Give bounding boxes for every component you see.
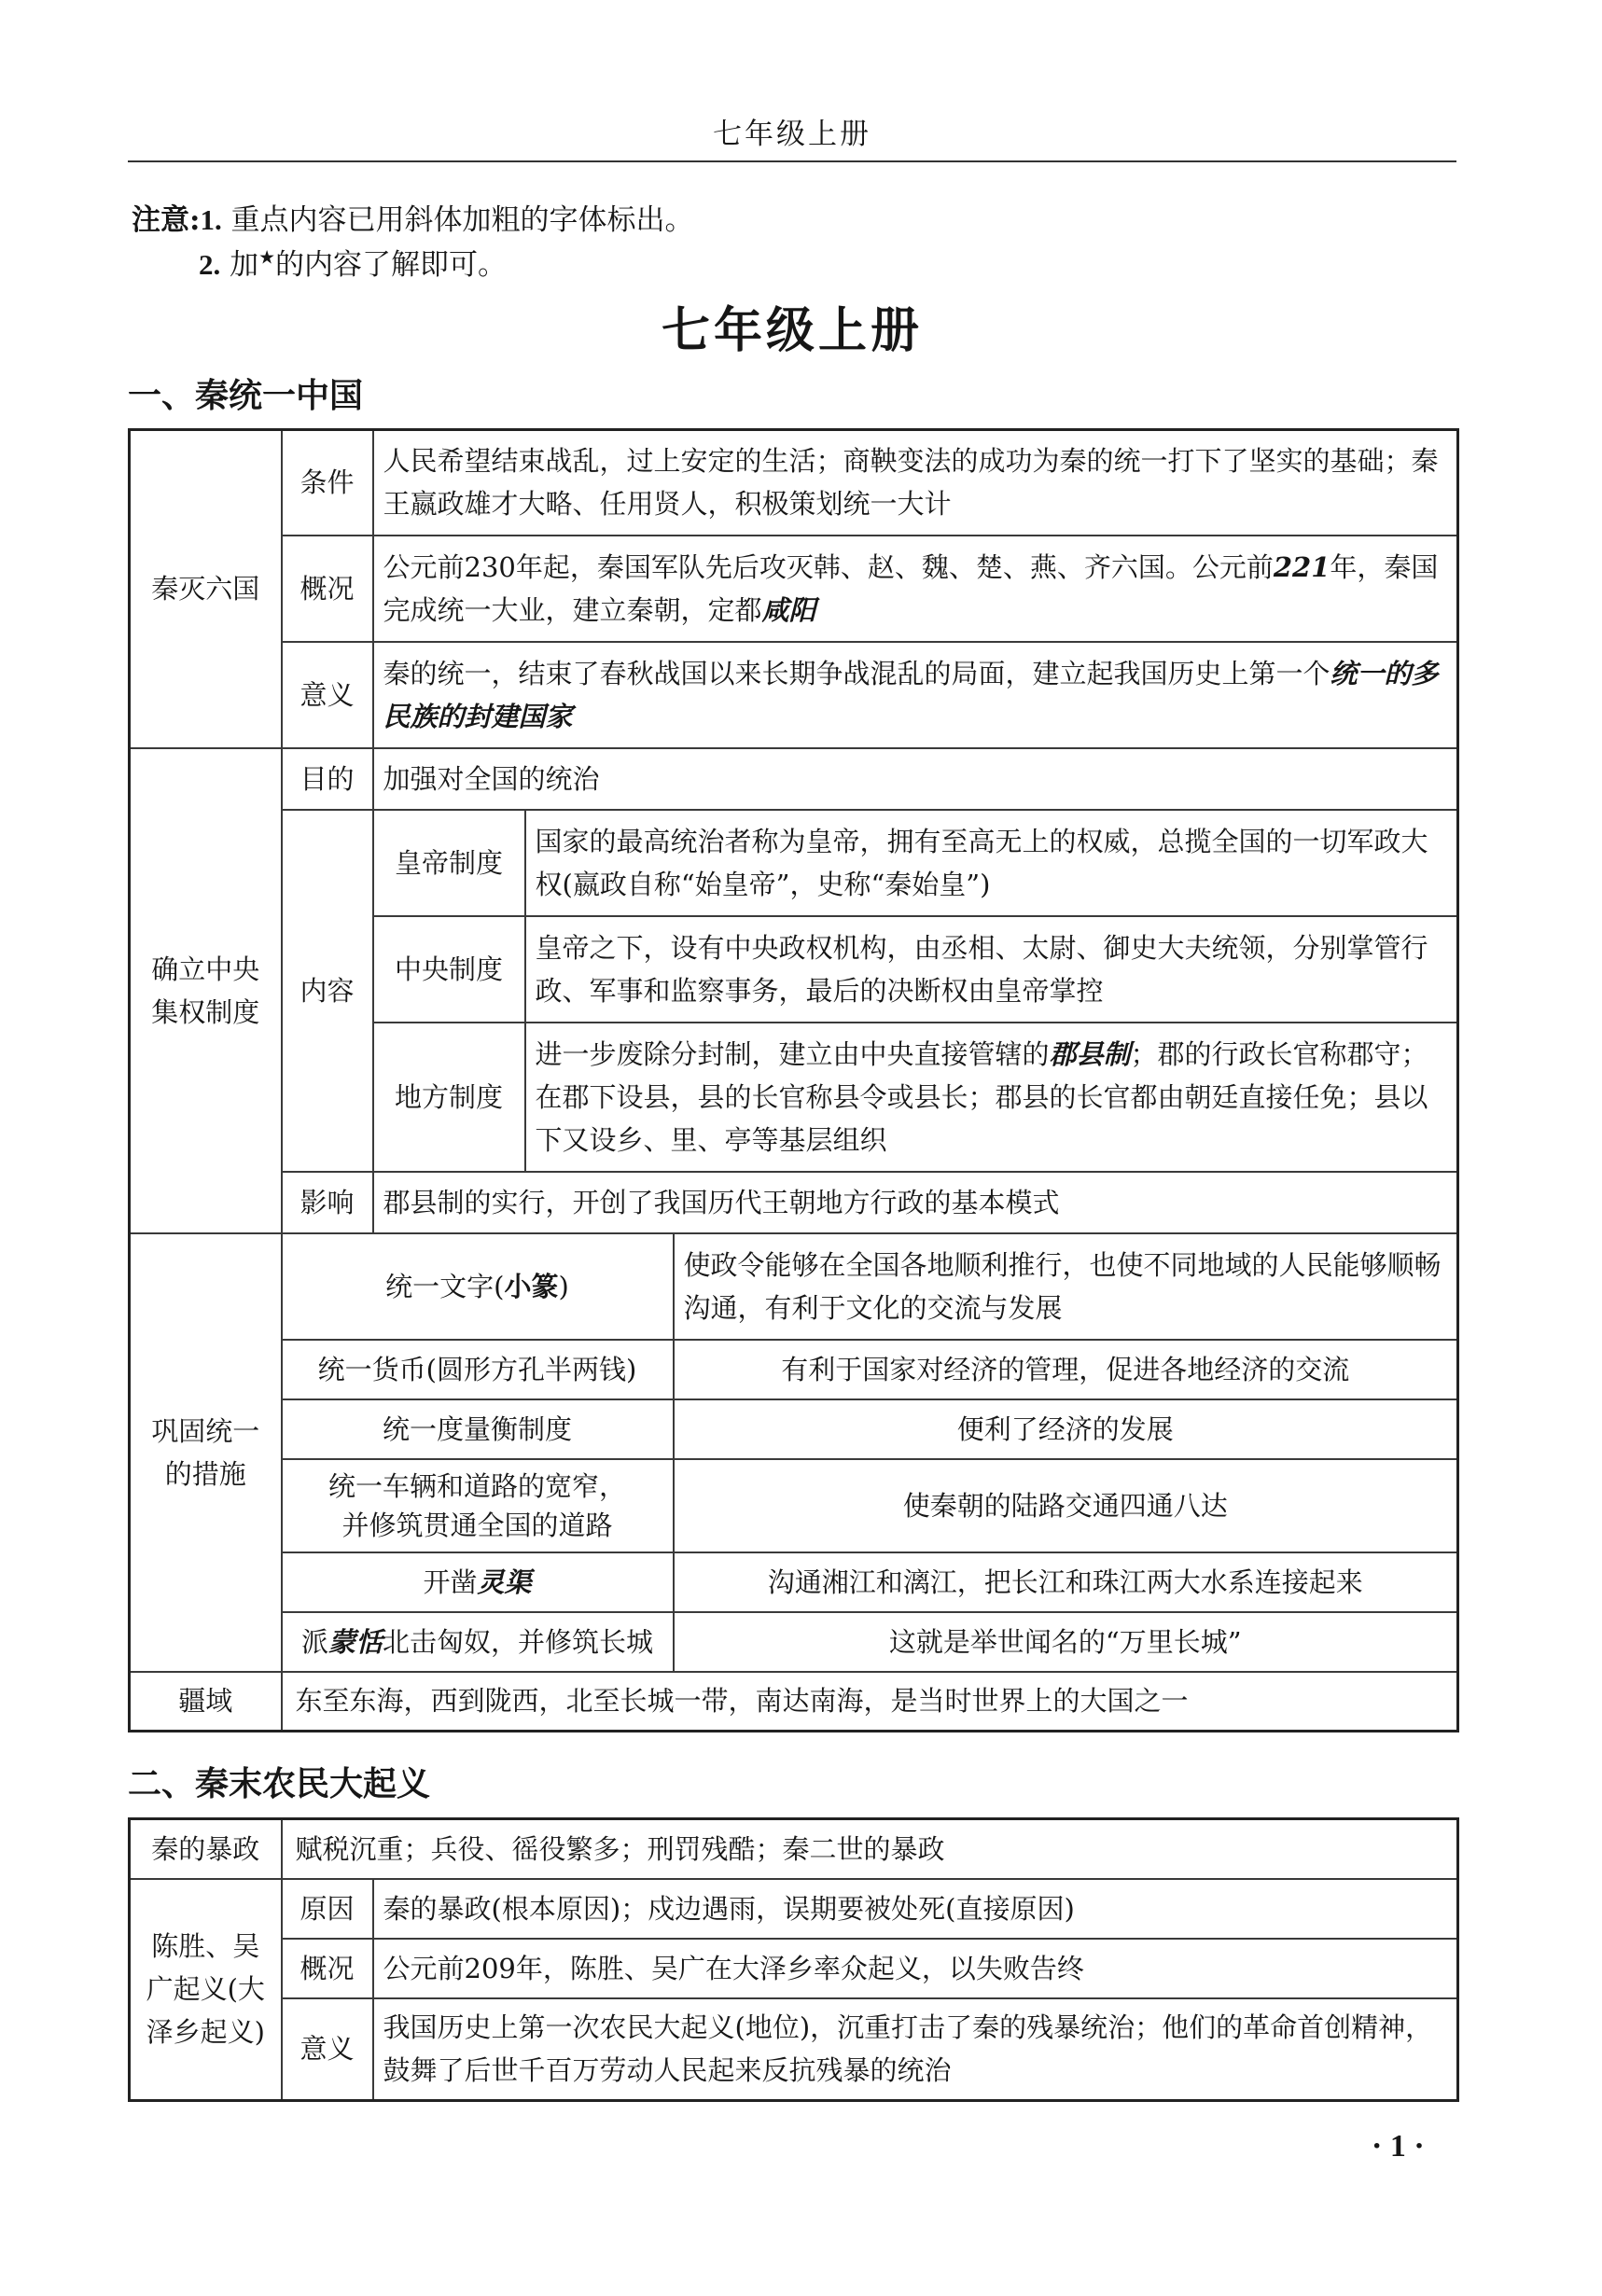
- row-value: 秦的暴政(根本原因)；戍边遇雨，误期要被处死(直接原因): [373, 1879, 1458, 1939]
- measure-text: 统一车辆和道路的宽窄，: [327, 1469, 626, 1502]
- table-row: [130, 1172, 1458, 1233]
- value-text: ；郡的行政长官称郡守；在郡下设县，县的长官称县令或县长；郡县的长官都由朝廷直接任免；县以下又设乡、里、亭等基层组织: [535, 1037, 1428, 1156]
- group-label: 疆域: [130, 1672, 282, 1732]
- measure-effect: 使政令能够在全国各地顺利推行，也使不同地域的人民能够顺畅沟通，有利于文化的交流与发展: [674, 1233, 1458, 1340]
- sub-value: [525, 1023, 1458, 1172]
- main-title: 七年级上册: [661, 303, 923, 359]
- row-value: [373, 536, 1458, 642]
- value-text: 公元前230年起，秦国军队先后攻灭韩、赵、魏、楚、燕、齐六国。公元前: [383, 550, 1274, 583]
- table-row: [130, 1552, 1458, 1612]
- sub-value: 皇帝之下，设有中央政权机构，由丞相、太尉、御史大夫统领，分别掌管行政、军事和监察事务，最后的决断权由皇帝掌控: [525, 916, 1458, 1023]
- note-number-2: 2.: [199, 248, 221, 281]
- table-row: [130, 430, 1458, 536]
- table-row: [130, 1233, 1458, 1340]
- measure: [282, 1233, 674, 1340]
- measure: [282, 1612, 674, 1672]
- note-text-2a: 加: [220, 248, 259, 282]
- sub-key: 皇帝制度: [373, 810, 525, 916]
- table-row: [130, 1939, 1458, 1998]
- measure-text: 北击匈奴，并修筑长城: [383, 1625, 654, 1658]
- row-key: 目的: [282, 748, 373, 810]
- table-row: [130, 1399, 1458, 1459]
- note-label: 注意:: [132, 203, 201, 237]
- measure: [282, 1552, 674, 1612]
- star-icon: ★: [258, 245, 276, 269]
- row-value: 人民希望结束战乱，过上安定的生活；商鞅变法的成功为秦的统一打下了坚实的基础；秦王嬴政雄才大略、任用贤人，积极策划统一大计: [373, 430, 1458, 536]
- value-text: 秦的统一，结束了春秋战国以来长期争战混乱的局面，建立起我国历史上第一个: [383, 657, 1330, 689]
- table-row: [130, 1340, 1458, 1399]
- row-key: 概况: [282, 536, 373, 642]
- table-row: [130, 536, 1458, 642]
- section-2-title: 二、秦末农民大起义: [128, 1765, 431, 1803]
- row-key: 原因: [282, 1879, 373, 1939]
- section-1-table: [128, 428, 1459, 1732]
- measure: 统一度量衡制度: [282, 1399, 674, 1459]
- section-2-table: [128, 1817, 1459, 2102]
- note-text-2b: 的内容了解即可。: [275, 248, 508, 282]
- measure-effect: 沟通湘江和漓江，把长江和珠江两大水系连接起来: [674, 1552, 1458, 1612]
- key-capital: 咸阳: [761, 593, 816, 626]
- row-value: 公元前209年，陈胜、吴广在大泽乡率众起义，以失败告终: [373, 1939, 1458, 1998]
- row-value: 我国历史上第一次农民大起义(地位)，沉重打击了秦的残暴统治；他们的革命首创精神，鼓舞了后世千百万劳动人民起来反抗残暴的统治: [373, 1998, 1458, 2101]
- measure: [282, 1459, 674, 1552]
- measure-text: 派: [300, 1625, 328, 1658]
- group-label: 秦灭六国: [130, 430, 282, 748]
- key-phrase: 郡县制: [1049, 1037, 1131, 1070]
- row-key: 秦的暴政: [130, 1819, 282, 1879]
- note-text-1: 重点内容已用斜体加粗的字体标出。: [221, 203, 694, 237]
- table-row: [130, 642, 1458, 748]
- measure-effect: 便利了经济的发展: [674, 1399, 1458, 1459]
- key-year: 221: [1273, 550, 1330, 583]
- row-value: 赋税沉重；兵役、徭役繁多；刑罚残酷；秦二世的暴政: [282, 1819, 1458, 1879]
- value-text: 年，秦国完成统一大业，建立秦朝，定都: [383, 550, 1439, 626]
- row-value: 东至东海，西到陇西，北至长城一带，南达南海，是当时世界上的大国之一: [282, 1672, 1458, 1732]
- table-row: [130, 1612, 1458, 1672]
- measure-text: 开凿: [423, 1565, 478, 1598]
- key-phrase: 小篆: [504, 1270, 559, 1302]
- row-key: 条件: [282, 430, 373, 536]
- section-1-title: 一、秦统一中国: [128, 377, 364, 415]
- row-key: 意义: [282, 1998, 373, 2101]
- header-rule: [128, 160, 1456, 162]
- row-value: [373, 642, 1458, 748]
- table-row: [130, 748, 1458, 810]
- table-row: [130, 1672, 1458, 1732]
- note-line-2: [199, 241, 507, 283]
- table-row: [130, 1819, 1458, 1879]
- key-phrase: 蒙恬: [327, 1625, 383, 1658]
- measure-effect: 有利于国家对经济的管理，促进各地经济的交流: [674, 1340, 1458, 1399]
- row-value: 郡县制的实行，开创了我国历代王朝地方行政的基本模式: [373, 1172, 1458, 1233]
- measure-text: 并修筑贯通全国的道路: [341, 1509, 613, 1541]
- measure-effect: 使秦朝的陆路交通四通八达: [674, 1459, 1458, 1552]
- sub-key: 中央制度: [373, 916, 525, 1023]
- row-key: 影响: [282, 1172, 373, 1233]
- measure-text: 统一文字(: [385, 1270, 505, 1302]
- row-key: 概况: [282, 1939, 373, 1998]
- sub-value: 国家的最高统治者称为皇帝，拥有至高无上的权威，总揽全国的一切军政大权(嬴政自称“始皇帝”，史称“秦始皇”): [525, 810, 1458, 916]
- note-line-1: [132, 196, 694, 238]
- value-text: 进一步废除分封制，建立由中央直接管辖的: [535, 1037, 1050, 1070]
- table-row: [130, 1879, 1458, 1939]
- sub-key: 地方制度: [373, 1023, 525, 1172]
- row-key: 意义: [282, 642, 373, 748]
- key-phrase: 灵渠: [477, 1565, 532, 1598]
- content-label: 内容: [282, 810, 373, 1172]
- table-row: [130, 810, 1458, 916]
- measure-effect: 这就是举世闻名的“万里长城”: [674, 1612, 1458, 1672]
- running-header: 七年级上册: [713, 118, 871, 151]
- group-label: 巩固统一的措施: [130, 1233, 282, 1672]
- table-row: [130, 1998, 1458, 2101]
- page-number: · 1 ·: [1372, 2129, 1425, 2164]
- key-phrase: 统一的多民族的封建国家: [383, 657, 1439, 732]
- row-value: 加强对全国的统治: [373, 748, 1458, 810]
- note-number-1: 1.: [200, 203, 222, 236]
- measure-text: ): [558, 1270, 569, 1302]
- table-row: [130, 1459, 1458, 1552]
- measure: 统一货币(圆形方孔半两钱): [282, 1340, 674, 1399]
- group-label: 陈胜、吴广起义(大泽乡起义): [130, 1879, 282, 2101]
- group-label: 确立中央集权制度: [130, 748, 282, 1233]
